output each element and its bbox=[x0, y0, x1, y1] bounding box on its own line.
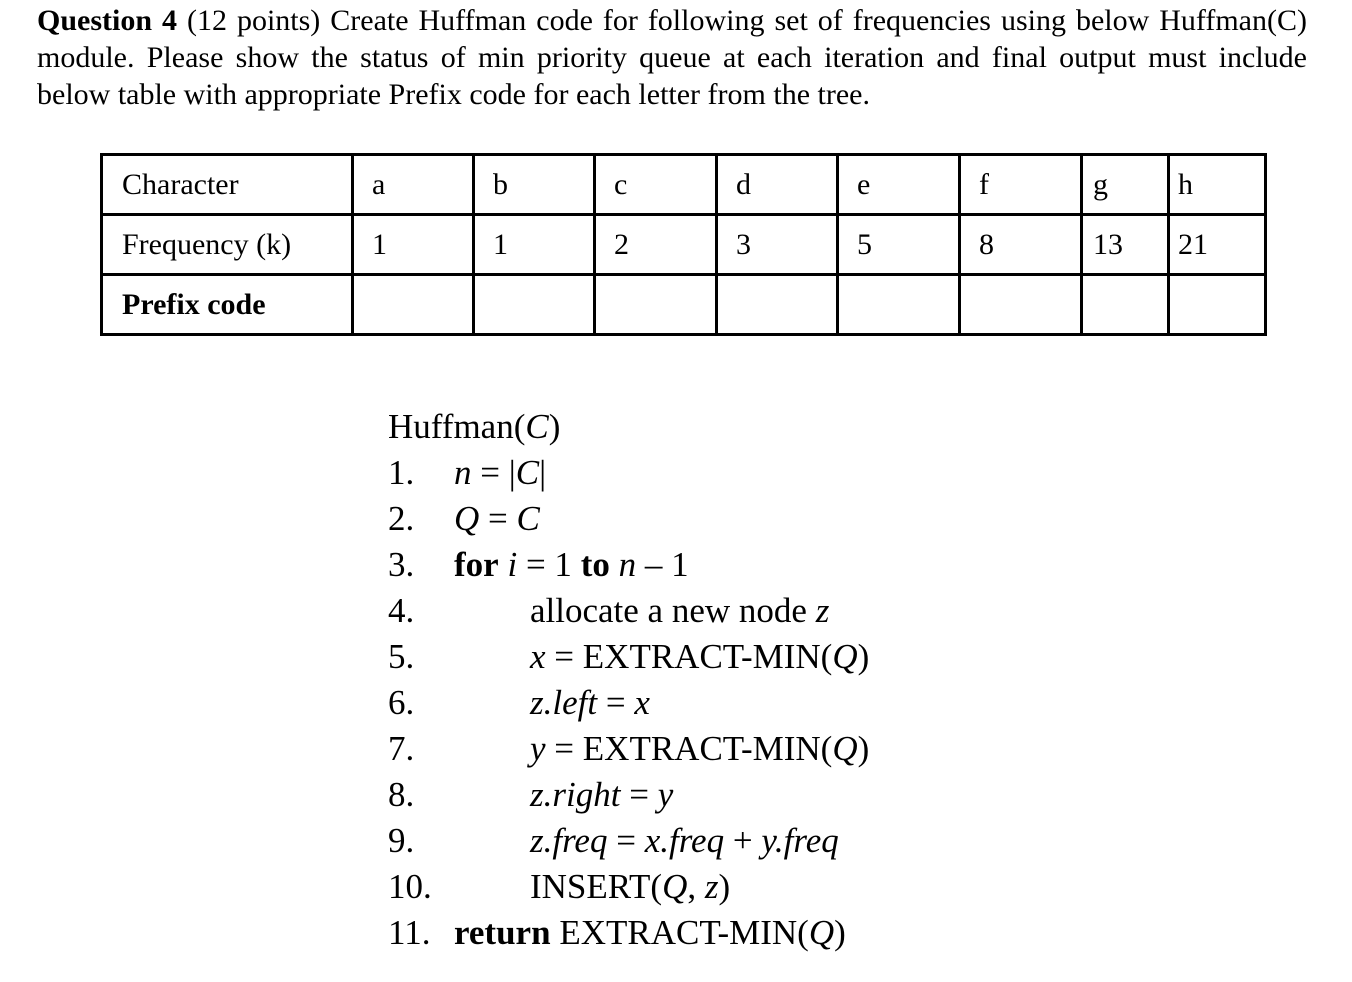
question-label: Question 4 bbox=[37, 4, 177, 37]
prefix-code-header: Prefix code bbox=[102, 275, 353, 335]
character-cell: d bbox=[717, 155, 838, 215]
line-code: INSERT(Q, z) bbox=[530, 867, 731, 906]
character-row bbox=[102, 155, 1266, 215]
frequency-cell: 13 bbox=[1082, 215, 1169, 275]
frequency-cell: 3 bbox=[717, 215, 838, 275]
line-code: z.right = y bbox=[530, 775, 674, 814]
line-code: for i = 1 to n – 1 bbox=[454, 545, 689, 584]
line-number: 5. bbox=[388, 637, 415, 676]
prefix-code-cell bbox=[595, 275, 717, 335]
frequency-cell: 21 bbox=[1169, 215, 1266, 275]
character-cell: f bbox=[960, 155, 1082, 215]
line-code: n = |C| bbox=[454, 453, 547, 492]
line-code: return EXTRACT-MIN(Q) bbox=[454, 913, 846, 952]
prefix-code-row bbox=[102, 275, 1266, 335]
character-cell: g bbox=[1082, 155, 1169, 215]
line-number: 9. bbox=[388, 821, 415, 860]
frequency-cell: 5 bbox=[838, 215, 960, 275]
prefix-code-cell bbox=[838, 275, 960, 335]
frequency-header: Frequency (k) bbox=[102, 215, 353, 275]
prefix-code-cell bbox=[717, 275, 838, 335]
line-number: 8. bbox=[388, 775, 415, 814]
frequency-table bbox=[100, 153, 1267, 336]
frequency-cell: 2 bbox=[595, 215, 717, 275]
frequency-row bbox=[102, 215, 1266, 275]
pseudocode-title-close: ) bbox=[548, 407, 561, 446]
frequency-cell: 8 bbox=[960, 215, 1082, 275]
question-body: (12 points) Create Huffman code for following set of frequencies using below Huffman(C) module. Please show the status of min priority queue at each iteration and final output must include below table with appropriate Prefix code for each letter from the tree. bbox=[37, 4, 1307, 111]
line-number: 6. bbox=[388, 683, 415, 722]
line-number: 11. bbox=[388, 913, 431, 952]
frequency-cell: 1 bbox=[474, 215, 595, 275]
pseudocode-title-name: Huffman( bbox=[388, 407, 526, 446]
line-number: 7. bbox=[388, 729, 415, 768]
line-code: z.freq = x.freq + y.freq bbox=[530, 821, 839, 860]
line-number: 1. bbox=[388, 453, 415, 492]
line-code: x = EXTRACT-MIN(Q) bbox=[530, 637, 870, 676]
line-code: allocate a new node z bbox=[530, 591, 830, 630]
character-header: Character bbox=[102, 155, 353, 215]
prefix-code-cell bbox=[1082, 275, 1169, 335]
character-cell: a bbox=[353, 155, 474, 215]
line-number: 2. bbox=[388, 499, 415, 538]
line-code: Q = C bbox=[454, 499, 540, 538]
prefix-code-cell bbox=[960, 275, 1082, 335]
frequency-cell: 1 bbox=[353, 215, 474, 275]
line-number: 3. bbox=[388, 545, 415, 584]
character-cell: c bbox=[595, 155, 717, 215]
question-text bbox=[37, 2, 1307, 113]
character-cell: h bbox=[1169, 155, 1266, 215]
pseudocode-title-param: C bbox=[525, 407, 549, 446]
pseudocode-title bbox=[388, 404, 560, 450]
character-cell: e bbox=[838, 155, 960, 215]
line-code: z.left = x bbox=[530, 683, 650, 722]
prefix-code-cell bbox=[474, 275, 595, 335]
prefix-code-cell bbox=[353, 275, 474, 335]
prefix-code-cell bbox=[1169, 275, 1266, 335]
line-code: y = EXTRACT-MIN(Q) bbox=[530, 729, 870, 768]
line-number: 4. bbox=[388, 591, 415, 630]
line-number: 10. bbox=[388, 867, 432, 906]
character-cell: b bbox=[474, 155, 595, 215]
